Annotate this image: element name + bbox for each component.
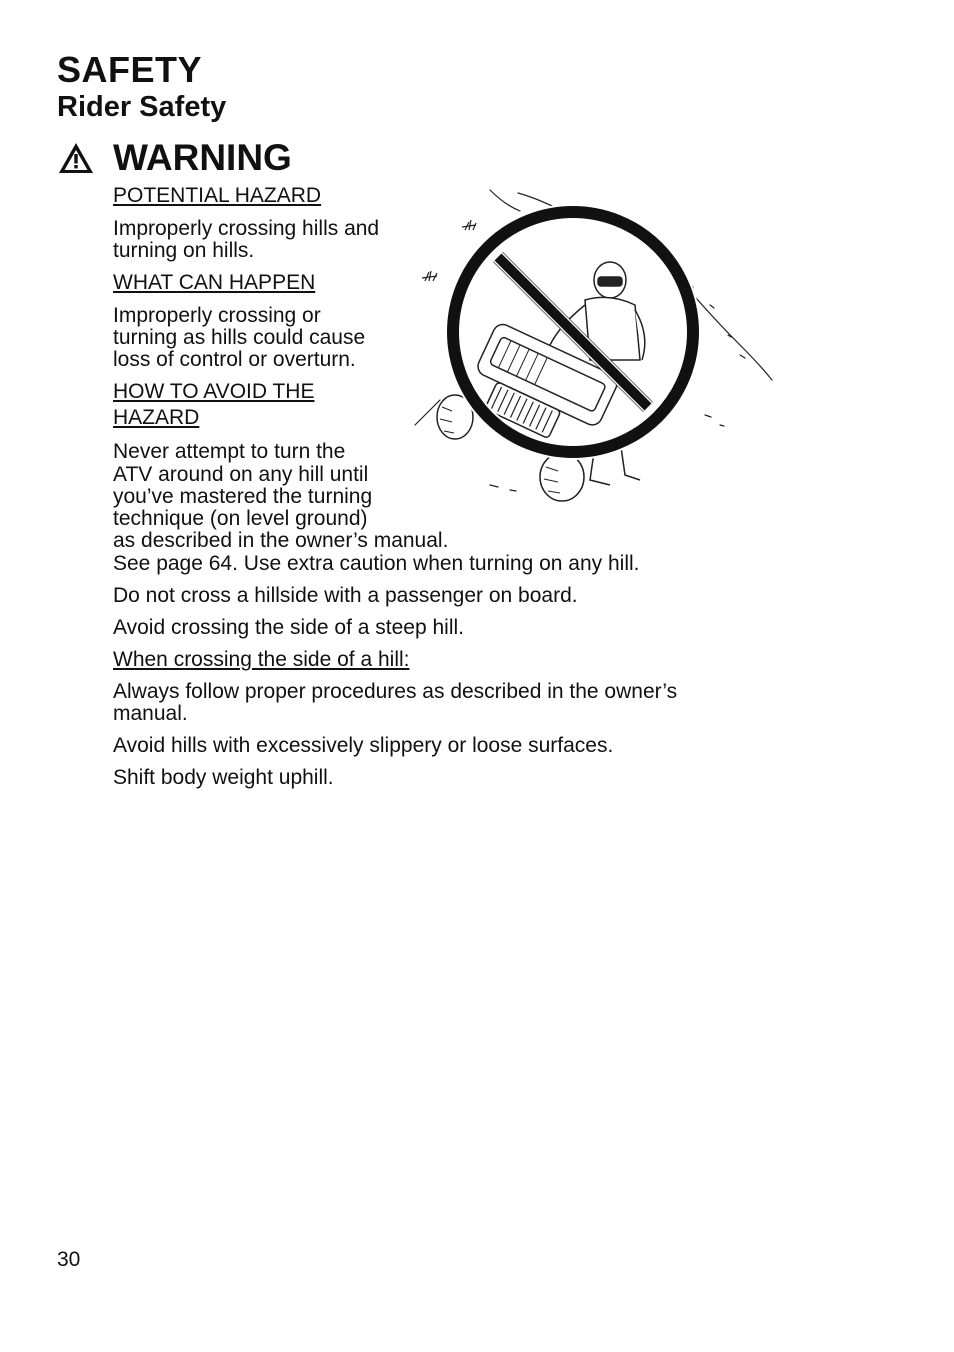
warning-label: WARNING: [113, 137, 292, 178]
how-to-avoid-line: See page 64. Use extra caution when turning on any hill.: [113, 552, 640, 575]
how-to-avoid-line: as described in the owner’s manual.: [113, 529, 449, 552]
warning-header: [57, 136, 95, 180]
potential-hazard-line: turning on hills.: [113, 239, 255, 262]
how-to-avoid-line: Never attempt to turn the: [113, 440, 346, 463]
how-to-avoid-heading: HOW TO AVOID THE: [113, 380, 315, 403]
what-can-happen-heading: WHAT CAN HAPPEN: [113, 271, 316, 294]
avoid-steep-text: Avoid crossing the side of a steep hill.: [113, 616, 464, 639]
crossing-heading: When crossing the side of a hill:: [113, 648, 410, 671]
subsection-title: Rider Safety: [57, 91, 227, 123]
slippery-text: Avoid hills with excessively slippery or loose surfaces.: [113, 734, 614, 757]
crossing-line: manual.: [113, 702, 188, 725]
potential-hazard-line: Improperly crossing hills and: [113, 217, 380, 240]
section-title: SAFETY: [57, 49, 203, 90]
how-to-avoid-line: you’ve mastered the turning: [113, 485, 373, 508]
how-to-avoid-line: ATV around on any hill until: [113, 463, 369, 486]
warning-triangle-icon: [57, 141, 95, 175]
what-can-happen-line: loss of control or overturn.: [113, 348, 356, 371]
what-can-happen-line: turning as hills could cause: [113, 326, 366, 349]
potential-hazard-heading: POTENTIAL HAZARD: [113, 184, 322, 207]
no-passenger-text: Do not cross a hillside with a passenger on board.: [113, 584, 578, 607]
how-to-avoid-line: technique (on level ground): [113, 507, 368, 530]
page-number: 30: [57, 1248, 81, 1271]
shift-weight-text: Shift body weight uphill.: [113, 766, 334, 789]
what-can-happen-line: Improperly crossing or: [113, 304, 321, 327]
prohibited-atv-hill-turn-illustration: [410, 185, 780, 510]
crossing-line: Always follow proper procedures as described in the owner’s: [113, 680, 678, 703]
how-to-avoid-heading: HAZARD: [113, 406, 200, 429]
